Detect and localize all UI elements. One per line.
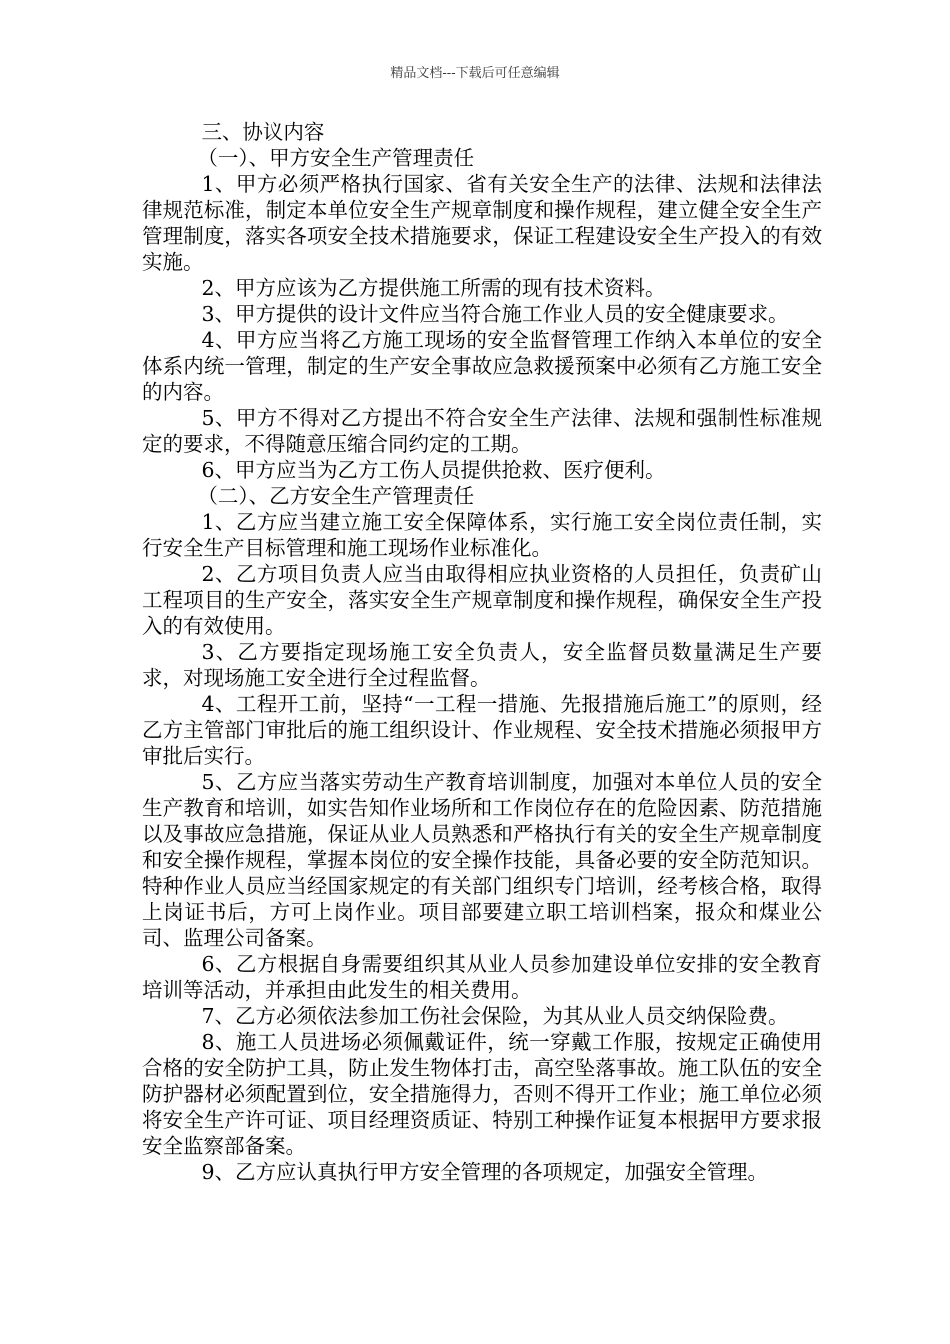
paragraph: 3、甲方提供的设计文件应当符合施工作业人员的安全健康要求。 (201, 302, 789, 326)
paragraph: 6、甲方应当为乙方工伤人员提供抢救、医疗便利。 (201, 458, 666, 482)
paragraph: 9、乙方应认真执行甲方安全管理的各项规定，加强安全管理。 (201, 1160, 768, 1184)
paragraph: 6、乙方根据自身需要组织其从业人员参加建设单位安排的安全教育培训等活动，并承担由此发生的相关费用。 (142, 952, 822, 1002)
paragraph: 7、乙方必须依法参加工伤社会保险，为其从业人员交纳保险费。 (201, 1004, 789, 1028)
paragraph: 3、乙方要指定现场施工安全负责人，安全监督员数量满足生产要求，对现场施工安全进行全过程监督。 (142, 640, 822, 690)
paragraph: 4、工程开工前，坚持“一工程一措施、先报措施后施工”的原则，经乙方主管部门审批后的施工组织设计、作业规程、安全技术措施必须报甲方审批后实行。 (142, 692, 822, 768)
document-body (142, 119, 822, 1185)
paragraph: 2、乙方项目负责人应当由取得相应执业资格的人员担任，负责矿山工程项目的生产安全，落实安全生产规章制度和操作规程，确保安全生产投入的有效使用。 (142, 562, 822, 638)
subsection-heading-party-a: （一）、甲方安全生产管理责任 (197, 146, 475, 170)
paragraph: 4、甲方应当将乙方施工现场的安全监督管理工作纳入本单位的安全体系内统一管理，制定的生产安全事故应急救援预案中必须有乙方施工安全的内容。 (142, 328, 822, 404)
paragraph: 2、甲方应该为乙方提供施工所需的现有技术资料。 (201, 276, 666, 300)
subsection-heading-party-b: （二）、乙方安全生产管理责任 (197, 484, 475, 508)
paragraph: 1、乙方应当建立施工安全保障体系，实行施工安全岗位责任制，实行安全生产目标管理和施工现场作业标准化。 (142, 510, 822, 560)
paragraph: 5、甲方不得对乙方提出不符合安全生产法律、法规和强制性标准规定的要求，不得随意压缩合同约定的工期。 (142, 406, 822, 456)
paragraph: 8、施工人员进场必须佩戴证件，统一穿戴工作服，按规定正确使用合格的安全防护工具，防止发生物体打击，高空坠落事故。施工队伍的安全防护器材必须配置到位，安全措施得力，否则不得开工作业；施工单位必须将安全生产许可证、项目经理资质证、特别工种操作证复本根据甲方要求报安全监察部备案。 (142, 1030, 822, 1158)
paragraph: 5、乙方应当落实劳动生产教育培训制度，加强对本单位人员的安全生产教育和培训，如实告知作业场所和工作岗位存在的危险因素、防范措施以及事故应急措施，保证从业人员熟悉和严格执行有关的安全生产规章制度和安全操作规程，掌握本岗位的安全操作技能，具备必要的安全防范知识。特种作业人员应当经国家规定的有关部门组织专门培训，经考核合格，取得上岗证书后，方可上岗作业。项目部要建立职工培训档案，报众和煤业公司、监理公司备案。 (142, 770, 822, 950)
paragraph: 1、甲方必须严格执行国家、省有关安全生产的法律、法规和法律法律规范标准，制定本单位安全生产规章制度和操作规程，建立健全安全生产管理制度，落实各项安全技术措施要求，保证工程建设安全生产投入的有效实施。 (142, 172, 822, 274)
page-header: 精品文档---下载后可任意编辑 (390, 66, 560, 81)
section-heading: 三、协议内容 (201, 120, 325, 144)
